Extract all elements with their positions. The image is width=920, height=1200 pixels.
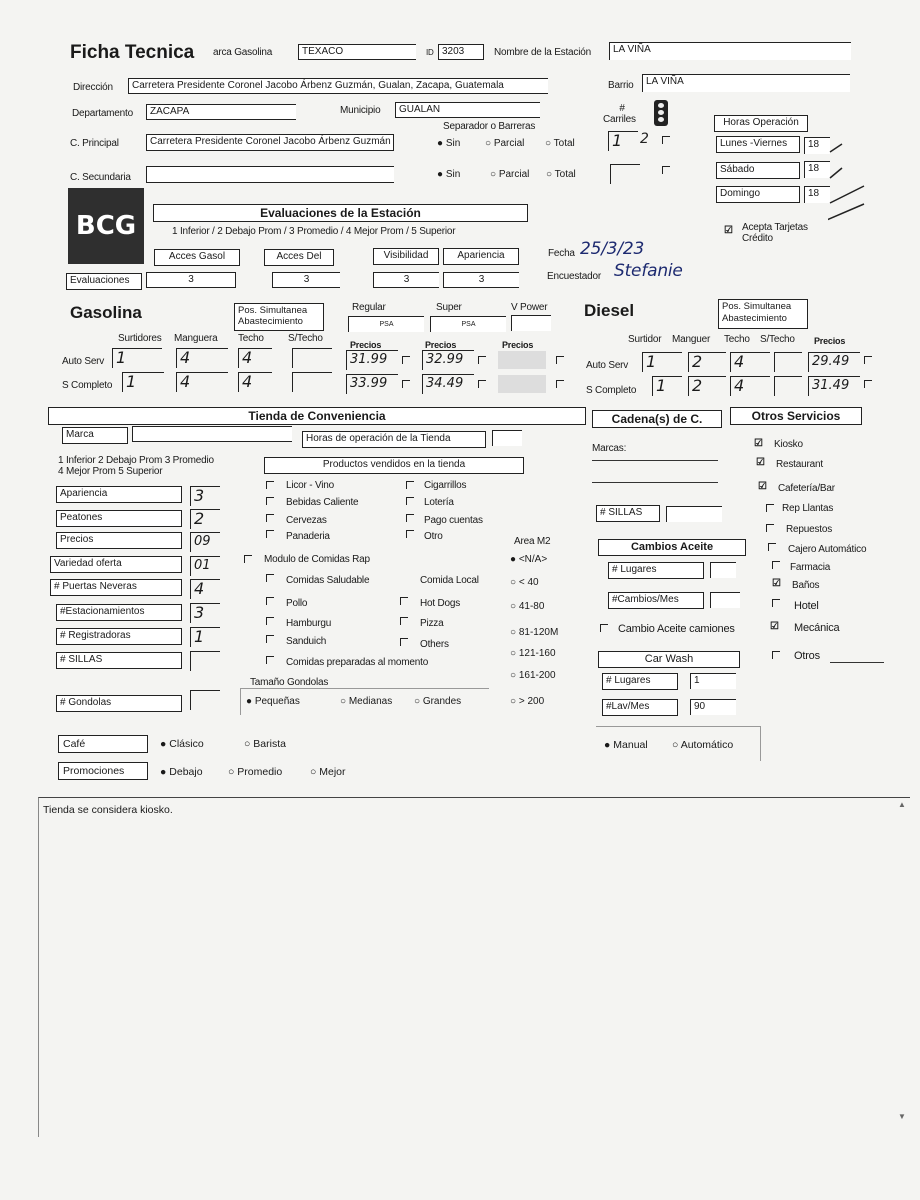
departamento-label: Departamento (72, 108, 133, 119)
sabado-field[interactable]: 18 (804, 161, 830, 178)
rating-precios-label: Precios (56, 532, 182, 549)
gondolas-label: # Gondolas (56, 695, 182, 712)
direccion-field[interactable]: Carretera Presidente Coronel Jacobo Árbenz Guzmán, Gualan, Zacapa, Guatemala (128, 78, 548, 94)
diesel-completo-techo[interactable]: 4 (730, 376, 770, 396)
panaderia-checkbox[interactable] (266, 530, 274, 538)
cw-manual-radio[interactable]: ● Manual (604, 739, 648, 751)
col-precios-super: Precios (425, 340, 457, 350)
cambios-aceite-title: Cambios Aceite (598, 539, 746, 556)
gas-auto-label: Auto Serv (62, 356, 105, 367)
parcial-radio-secundaria[interactable]: ○ Parcial (490, 169, 530, 180)
acces-del-label: Acces Del (264, 249, 334, 266)
regular-label: Regular (352, 302, 386, 313)
apariencia-label: Apariencia (443, 248, 519, 265)
area-200-radio[interactable]: ○ > 200 (510, 696, 545, 707)
encuestador-label: Encuestador (547, 271, 601, 282)
diesel-auto-surtidor[interactable]: 1 (642, 352, 682, 372)
parcial-radio-principal[interactable]: ○ Parcial (485, 138, 525, 149)
rating-registradoras-value[interactable]: 1 (190, 627, 220, 647)
mecanica-checkbox[interactable]: ☑ (770, 621, 779, 632)
banos-label: Baños (792, 580, 820, 591)
tienda-horas-field[interactable] (492, 430, 522, 446)
rating-peatones-label: Peatones (56, 510, 182, 527)
nombre-field[interactable]: LA VIÑA (609, 42, 851, 60)
cw-automatico-radio[interactable]: ○ Automático (672, 739, 734, 751)
carriles-label: Carriles (603, 114, 636, 125)
rating-puertas-value[interactable]: 4 (190, 579, 220, 599)
pago-cuentas-checkbox[interactable] (406, 514, 414, 522)
cw-lugares-field[interactable]: 1 (690, 673, 736, 689)
fecha-value[interactable]: 25/3/23 (580, 239, 645, 259)
area-label: Area M2 (514, 536, 551, 547)
col-manguera: Manguera (174, 333, 218, 344)
horas-operacion-title: Horas Operación (714, 115, 808, 132)
gas-completo-surtidores[interactable]: 1 (122, 372, 164, 392)
gas-auto-surtidores[interactable]: 1 (112, 348, 162, 368)
pollo-label: Pollo (286, 598, 308, 609)
visibilidad-value[interactable]: 3 (373, 272, 439, 288)
modulo-comidas-checkbox[interactable] (244, 555, 252, 563)
gas-auto-stecho[interactable] (292, 348, 332, 368)
cambios-mes-label: #Cambios/Mes (608, 592, 704, 609)
acces-gasol-label: Acces Gasol (154, 249, 240, 266)
diesel-pos-simultanea: Pos. Simultanea Abastecimiento (718, 299, 808, 329)
restaurant-checkbox[interactable]: ☑ (756, 457, 765, 468)
cajero-checkbox[interactable] (768, 543, 776, 551)
total-radio-secundaria[interactable]: ○ Total (546, 169, 576, 180)
promo-debajo-radio[interactable]: ● Debajo (160, 766, 203, 778)
carriles-field-2[interactable]: 2 (640, 131, 649, 147)
carriles-field[interactable]: 1 (608, 131, 638, 151)
gasolina-pos-simultanea: Pos. Simultanea Abastecimiento (234, 303, 324, 331)
licor-label: Licor - Vino (286, 480, 334, 491)
diesel-completo-manguer[interactable]: 2 (688, 376, 726, 396)
col-stecho-diesel: S/Techo (760, 334, 795, 345)
tienda-marca-field[interactable] (132, 426, 292, 442)
diesel-completo-stecho[interactable] (774, 376, 802, 396)
loteria-label: Lotería (424, 497, 454, 508)
diesel-auto-stecho[interactable] (774, 352, 802, 372)
camiones-checkbox[interactable] (600, 624, 608, 632)
total-radio-principal[interactable]: ○ Total (545, 138, 575, 149)
cw-lav-label: #Lav/Mes (602, 699, 678, 716)
carriles-secundaria-box[interactable] (610, 164, 640, 184)
diesel-completo-precio[interactable]: 31.49 (808, 376, 860, 396)
cafeteria-checkbox[interactable]: ☑ (758, 481, 767, 492)
scroll-down-icon[interactable]: ▼ (898, 1112, 906, 1121)
encuestador-value[interactable]: Stefanie (614, 261, 683, 281)
banos-checkbox[interactable]: ☑ (772, 578, 781, 589)
gas-auto-regular[interactable]: 31.99 (346, 350, 398, 370)
rating-estacionamientos-label: #Estacionamientos (56, 604, 182, 621)
tarjetas-label-2: Crédito (742, 233, 773, 244)
promociones-label: Promociones (58, 762, 148, 780)
comidas-saludable-label: Comidas Saludable (286, 575, 370, 586)
medianas-radio[interactable]: ○ Medianas (340, 696, 393, 707)
gas-completo-super-checkbox[interactable] (478, 380, 486, 388)
carriles-checkbox[interactable] (662, 136, 670, 144)
domingo-label: Domingo (716, 186, 800, 203)
acces-gasol-value[interactable]: 3 (146, 272, 236, 288)
domingo-field[interactable]: 18 (804, 186, 830, 203)
c-principal-label: C. Principal (70, 138, 119, 149)
evaluaciones-scale: 1 Inferior / 2 Debajo Prom / 3 Promedio / 4 Mejor Prom / 5 Superior (172, 226, 456, 237)
area-121-160-radio[interactable]: ○ 121-160 (510, 648, 556, 659)
municipio-field[interactable]: GUALAN (395, 102, 540, 118)
diesel-auto-precio[interactable]: 29.49 (808, 352, 860, 372)
gas-completo-vpower-checkbox[interactable] (556, 380, 564, 388)
otros-label: Otros (794, 650, 820, 662)
carriles-hash: # (619, 103, 625, 114)
cafeteria-label: Cafetería/Bar (778, 483, 835, 494)
regular-psa[interactable]: PSA (348, 316, 424, 332)
diesel-completo-surtidor[interactable]: 1 (652, 376, 682, 396)
col-stecho: S/Techo (288, 333, 323, 344)
cadena-title: Cadena(s) de C. (592, 410, 722, 428)
gas-completo-regular[interactable]: 33.99 (346, 374, 398, 394)
others-checkbox[interactable] (400, 638, 408, 646)
barista-radio[interactable]: ○ Barista (244, 738, 286, 750)
marcas-line-1 (592, 460, 718, 461)
gas-auto-super[interactable]: 32.99 (422, 350, 474, 370)
rating-apariencia-value[interactable]: 3 (190, 486, 220, 506)
farmacia-checkbox[interactable] (772, 561, 780, 569)
aceite-lugares-field[interactable] (710, 562, 736, 578)
hot-dogs-label: Hot Dogs (420, 598, 461, 609)
aceite-lugares-label: # Lugares (608, 562, 704, 579)
separador-label: Separador o Barreras (443, 121, 536, 132)
cambios-mes-field[interactable] (710, 592, 740, 608)
modulo-comidas-label: Modulo de Comidas Rap (264, 554, 370, 565)
gas-completo-regular-checkbox[interactable] (402, 380, 410, 388)
marcas-line-2 (592, 482, 718, 483)
camiones-label: Cambio Aceite camiones (618, 623, 735, 635)
pago-cuentas-label: Pago cuentas (424, 515, 483, 526)
fecha-label: Fecha (548, 248, 575, 259)
sin-radio-principal[interactable]: ● Sin (437, 138, 461, 149)
cervezas-label: Cervezas (286, 515, 327, 526)
diesel-auto-label: Auto Serv (586, 360, 629, 371)
tienda-horas-label: Horas de operación de la Tienda (302, 431, 486, 448)
gas-auto-vpower-checkbox[interactable] (556, 356, 564, 364)
gas-completo-vpower[interactable] (498, 375, 546, 393)
rating-puertas-label: # Puertas Neveras (50, 579, 182, 596)
col-precios-regular: Precios (350, 340, 382, 350)
kiosko-checkbox[interactable]: ☑ (754, 438, 763, 449)
rating-precios-value[interactable]: 09 (190, 532, 220, 552)
municipio-label: Municipio (340, 105, 381, 116)
tamano-label: Tamaño Gondolas (250, 677, 329, 688)
col-surtidor: Surtidor (628, 334, 662, 345)
direccion-label: Dirección (73, 82, 113, 93)
panaderia-label: Panaderia (286, 531, 330, 542)
kiosko-label: Kiosko (774, 439, 803, 450)
gas-auto-regular-checkbox[interactable] (402, 356, 410, 364)
col-precios-diesel: Precios (814, 336, 846, 346)
marcas-label: Marcas: (592, 443, 627, 454)
restaurant-label: Restaurant (776, 459, 823, 470)
gas-completo-label: S Completo (62, 380, 113, 391)
id-field[interactable]: 3203 (438, 44, 484, 60)
cw-lugares-label: # Lugares (602, 673, 678, 690)
rep-llantas-label: Rep Llantas (782, 503, 834, 514)
area-na-radio[interactable]: ● <N/A> (510, 554, 548, 565)
rating-variedad-value[interactable]: 01 (190, 556, 220, 576)
diesel-completo-checkbox[interactable] (864, 380, 872, 388)
c-secundaria-label: C. Secundaria (70, 172, 131, 183)
otro-label: Otro (424, 531, 443, 542)
tienda-marca-label: Marca (62, 427, 128, 444)
grandes-radio[interactable]: ○ Grandes (414, 696, 462, 707)
cadena-sillas-field[interactable] (666, 506, 722, 522)
tienda-scale-1: 1 Inferior 2 Debajo Prom 3 Promedio (58, 455, 214, 466)
promo-promedio-radio[interactable]: ○ Promedio (228, 766, 283, 778)
bebidas-checkbox[interactable] (266, 497, 274, 505)
diesel-auto-checkbox[interactable] (864, 356, 872, 364)
comidas-saludable-checkbox[interactable] (266, 574, 274, 582)
pen-marks (828, 138, 868, 223)
scroll-up-icon[interactable]: ▲ (898, 800, 906, 809)
id-label: ID (426, 48, 434, 57)
licor-checkbox[interactable] (266, 481, 274, 489)
sanduich-label: Sanduich (286, 636, 327, 647)
gasolina-title: Gasolina (70, 303, 142, 322)
loteria-checkbox[interactable] (406, 497, 414, 505)
barrio-label: Barrio (608, 80, 634, 91)
others-label: Others (420, 639, 449, 650)
rating-estacionamientos-value[interactable]: 3 (190, 603, 220, 623)
farmacia-label: Farmacia (790, 562, 831, 573)
mecanica-label: Mecánica (794, 622, 840, 634)
cw-lav-field[interactable]: 90 (690, 699, 736, 715)
pequenas-radio[interactable]: ● Pequeñas (246, 696, 300, 707)
super-psa[interactable]: PSA (430, 316, 506, 332)
hot-dogs-checkbox[interactable] (400, 597, 408, 605)
clasico-radio[interactable]: ● Clásico (160, 738, 204, 750)
super-label: Super (436, 302, 462, 313)
lunes-viernes-label: Lunes -Viernes (716, 136, 800, 153)
area-40-radio[interactable]: ○ < 40 (510, 577, 539, 588)
gas-auto-super-checkbox[interactable] (478, 356, 486, 364)
area-81-120-radio[interactable]: ○ 81-120M (510, 627, 559, 638)
otros-checkbox[interactable] (772, 651, 780, 659)
productos-label: Productos vendidos en la tienda (264, 457, 524, 474)
barrio-field[interactable]: LA VIÑA (642, 74, 850, 92)
pizza-label: Pizza (420, 618, 444, 629)
sanduich-checkbox[interactable] (266, 635, 274, 643)
cajero-label: Cajero Automático (788, 544, 867, 555)
evaluaciones-title: Evaluaciones de la Estación (153, 204, 528, 222)
hamburguesa-checkbox[interactable] (266, 617, 274, 625)
comidas-preparadas-label: Comidas preparadas al momento (286, 657, 429, 668)
c-secundaria-field[interactable] (146, 166, 394, 183)
col-surtidores: Surtidores (118, 333, 162, 344)
apariencia-value[interactable]: 3 (443, 272, 519, 288)
evaluaciones-label: Evaluaciones (66, 273, 142, 290)
cadena-sillas-label: # SILLAS (596, 505, 660, 522)
cafe-label: Café (58, 735, 148, 753)
form-title: Ficha Tecnica (70, 42, 195, 63)
bebidas-label: Bebidas Caliente (286, 497, 359, 508)
marca-field[interactable]: TEXACO (298, 44, 416, 60)
otro-checkbox[interactable] (406, 530, 414, 538)
nombre-label: Nombre de la Estación (494, 47, 591, 58)
rating-sillas-label: # SILLAS (56, 652, 182, 669)
tienda-scale-2: 4 Mejor Prom 5 Superior (58, 466, 163, 477)
rating-sillas-value[interactable] (190, 651, 220, 671)
gas-completo-super[interactable]: 34.49 (422, 374, 474, 394)
cervezas-checkbox[interactable] (266, 514, 274, 522)
gas-completo-manguera[interactable]: 4 (176, 372, 228, 392)
hotel-label: Hotel (794, 600, 819, 612)
col-manguer: Manguer (672, 334, 711, 345)
marca-label: arca Gasolina (213, 47, 273, 58)
gas-auto-techo[interactable]: 4 (238, 348, 272, 368)
otros-servicios-title: Otros Servicios (730, 407, 862, 425)
gondolas-value[interactable] (190, 690, 220, 710)
notes-text: Tienda se considera kiosko. (43, 804, 173, 816)
car-wash-title: Car Wash (598, 651, 740, 668)
repuestos-checkbox[interactable] (766, 524, 774, 532)
c-principal-field[interactable]: Carretera Presidente Coronel Jacobo Árbenz Guzmán (146, 134, 394, 151)
notes-area[interactable] (38, 797, 910, 1137)
carriles-secundaria-checkbox[interactable] (662, 166, 670, 174)
comidas-preparadas-checkbox[interactable] (266, 656, 274, 664)
pizza-checkbox[interactable] (400, 617, 408, 625)
promo-mejor-radio[interactable]: ○ Mejor (310, 766, 346, 778)
rating-peatones-value[interactable]: 2 (190, 509, 220, 529)
hotel-checkbox[interactable] (772, 599, 780, 607)
rating-registradoras-label: # Registradoras (56, 628, 182, 645)
col-techo: Techo (238, 333, 264, 344)
col-precios-vpower: Precios (502, 340, 534, 350)
rep-llantas-checkbox[interactable] (766, 504, 774, 512)
sin-radio-secundaria[interactable]: ● Sin (437, 169, 461, 180)
lunes-viernes-field[interactable]: 18 (804, 137, 830, 154)
diesel-completo-label: S Completo (586, 385, 637, 396)
area-161-200-radio[interactable]: ○ 161-200 (510, 670, 556, 681)
comida-local-label: Comida Local (420, 575, 479, 586)
sabado-label: Sábado (716, 162, 800, 179)
gas-completo-techo[interactable]: 4 (238, 372, 272, 392)
diesel-auto-techo[interactable]: 4 (730, 352, 770, 372)
bcg-logo: BCG (68, 188, 144, 264)
cigarrillos-label: Cigarrillos (424, 480, 467, 491)
diesel-auto-manguer[interactable]: 2 (688, 352, 726, 372)
traffic-light-icon (654, 100, 668, 126)
pollo-checkbox[interactable] (266, 597, 274, 605)
otros-line (830, 662, 884, 663)
col-techo-diesel: Techo (724, 334, 750, 345)
gas-auto-manguera[interactable]: 4 (176, 348, 228, 368)
departamento-field[interactable]: ZACAPA (146, 104, 296, 120)
diesel-title: Diesel (584, 301, 635, 320)
visibilidad-label: Visibilidad (373, 248, 439, 265)
cigarrillos-checkbox[interactable] (406, 481, 414, 489)
tarjetas-checkbox[interactable]: ☑ (724, 225, 733, 236)
vpower-label: V Power (511, 302, 548, 313)
gas-auto-vpower[interactable] (498, 351, 546, 369)
repuestos-label: Repuestos (786, 524, 833, 535)
tarjetas-label-1: Acepta Tarjetas (742, 222, 808, 233)
area-41-80-radio[interactable]: ○ 41-80 (510, 601, 545, 612)
hamburguesa-label: Hamburgu (286, 618, 332, 629)
vpower-psa[interactable] (511, 315, 551, 331)
acces-del-value[interactable]: 3 (272, 272, 340, 288)
rating-apariencia-label: Apariencia (56, 486, 182, 503)
rating-variedad-label: Variedad oferta (50, 556, 182, 573)
tienda-title: Tienda de Conveniencia (48, 407, 586, 425)
gas-completo-stecho[interactable] (292, 372, 332, 392)
